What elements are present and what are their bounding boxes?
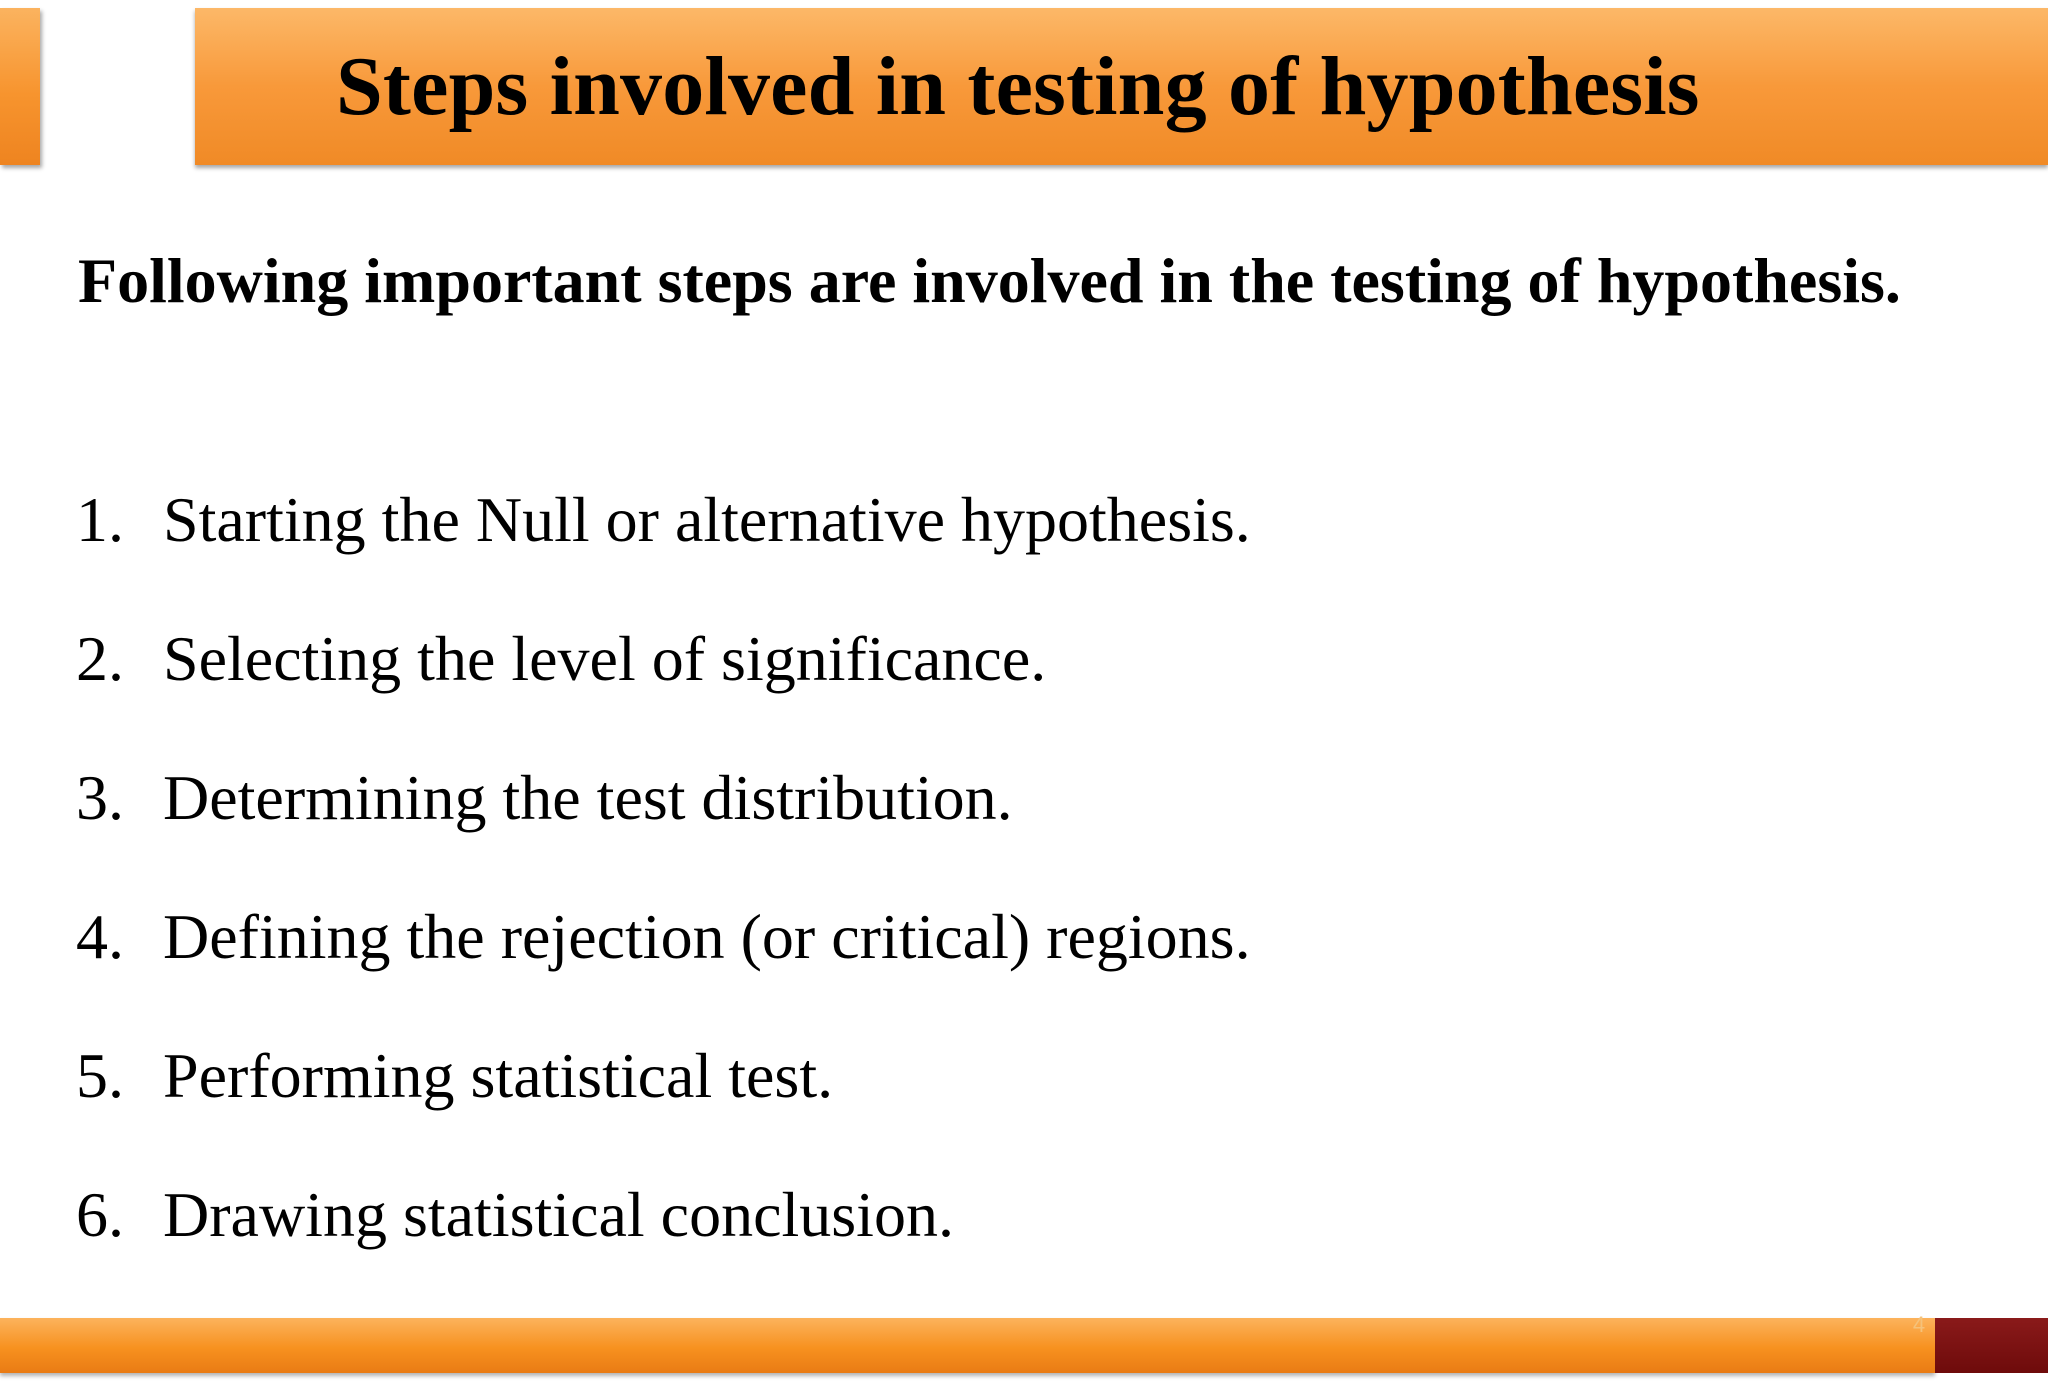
step-text: Drawing statistical conclusion.: [163, 1179, 954, 1250]
step-number: 6.: [76, 1179, 124, 1250]
title-banner: [195, 8, 2048, 165]
list-item: [0, 609, 2048, 709]
slide-title: Steps involved in testing of hypothesis: [336, 40, 1700, 133]
list-item: [0, 1165, 2048, 1265]
step-number: 1.: [76, 484, 124, 555]
list-item: [0, 748, 2048, 848]
step-text: Starting the Null or alternative hypothesis.: [163, 484, 1251, 555]
step-number: 2.: [76, 623, 124, 694]
list-item: [0, 887, 2048, 987]
footer-accent-block: [1935, 1318, 2048, 1373]
step-number: 4.: [76, 901, 124, 972]
intro-paragraph: Following important steps are involved in the testing of hypothesis.: [78, 245, 1901, 316]
step-number: 5.: [76, 1040, 124, 1111]
list-item: [0, 470, 2048, 570]
step-text: Selecting the level of significance.: [163, 623, 1047, 694]
step-text: Performing statistical test.: [163, 1040, 834, 1111]
step-number: 3.: [76, 762, 124, 833]
step-text: Defining the rejection (or critical) regions.: [163, 901, 1251, 972]
page-number: 4: [1912, 1312, 1926, 1337]
footer-bar: [0, 1318, 1935, 1373]
list-item: [0, 1026, 2048, 1126]
title-side-tab: [0, 8, 40, 165]
step-text: Determining the test distribution.: [163, 762, 1013, 833]
